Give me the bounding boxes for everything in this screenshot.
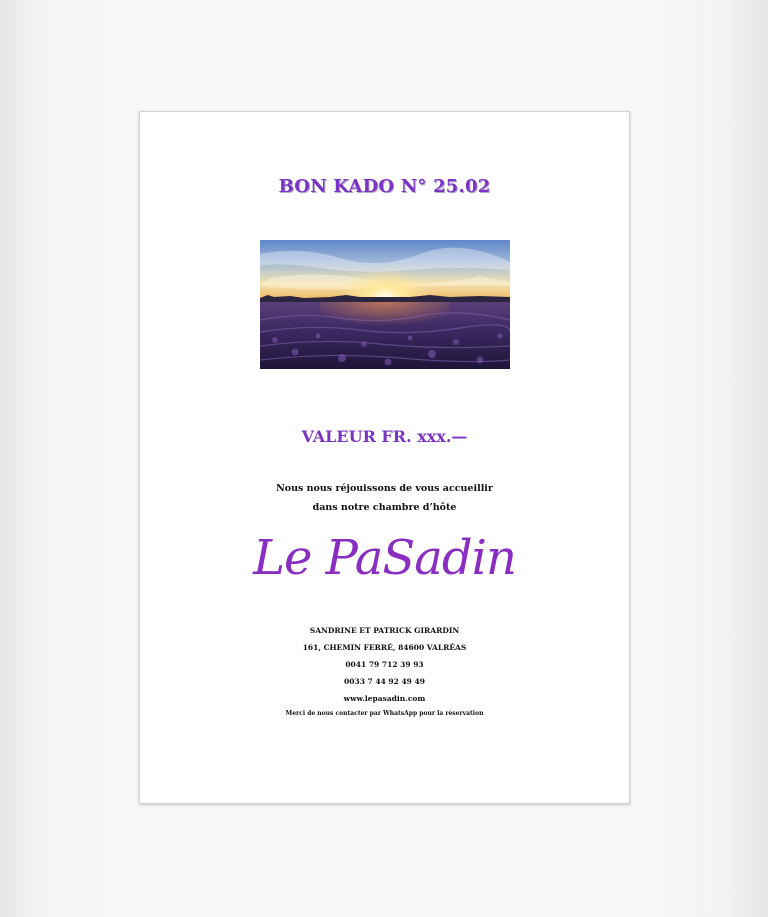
phone-fr: 0033 7 44 92 49 49 [344, 677, 425, 686]
phone-ch: 0041 79 712 39 93 [345, 660, 424, 669]
website: www.lepasadin.com [343, 694, 426, 703]
voucher-title: BON KADO N° 25.02 [278, 176, 491, 197]
voucher-page [139, 111, 630, 804]
owner-names: SANDRINE ET PATRICK GIRARDIN [309, 626, 460, 635]
brand-logo-text: Le PaSadin [253, 530, 516, 586]
welcome-line-2: dans notre chambre d’hôte [312, 502, 457, 513]
photo-graphic [260, 240, 510, 369]
lavender-sunset-photo [260, 240, 510, 369]
welcome-line-1: Nous nous réjouissons de vous accueillir [276, 483, 493, 494]
whatsapp-note: Merci de nous contacter par WhatsApp pour la réservation [285, 710, 484, 717]
address: 161, CHEMIN FERRÉ, 84600 VALRÉAS [302, 643, 467, 652]
voucher-value: VALEUR FR. xxx.— [301, 427, 468, 446]
